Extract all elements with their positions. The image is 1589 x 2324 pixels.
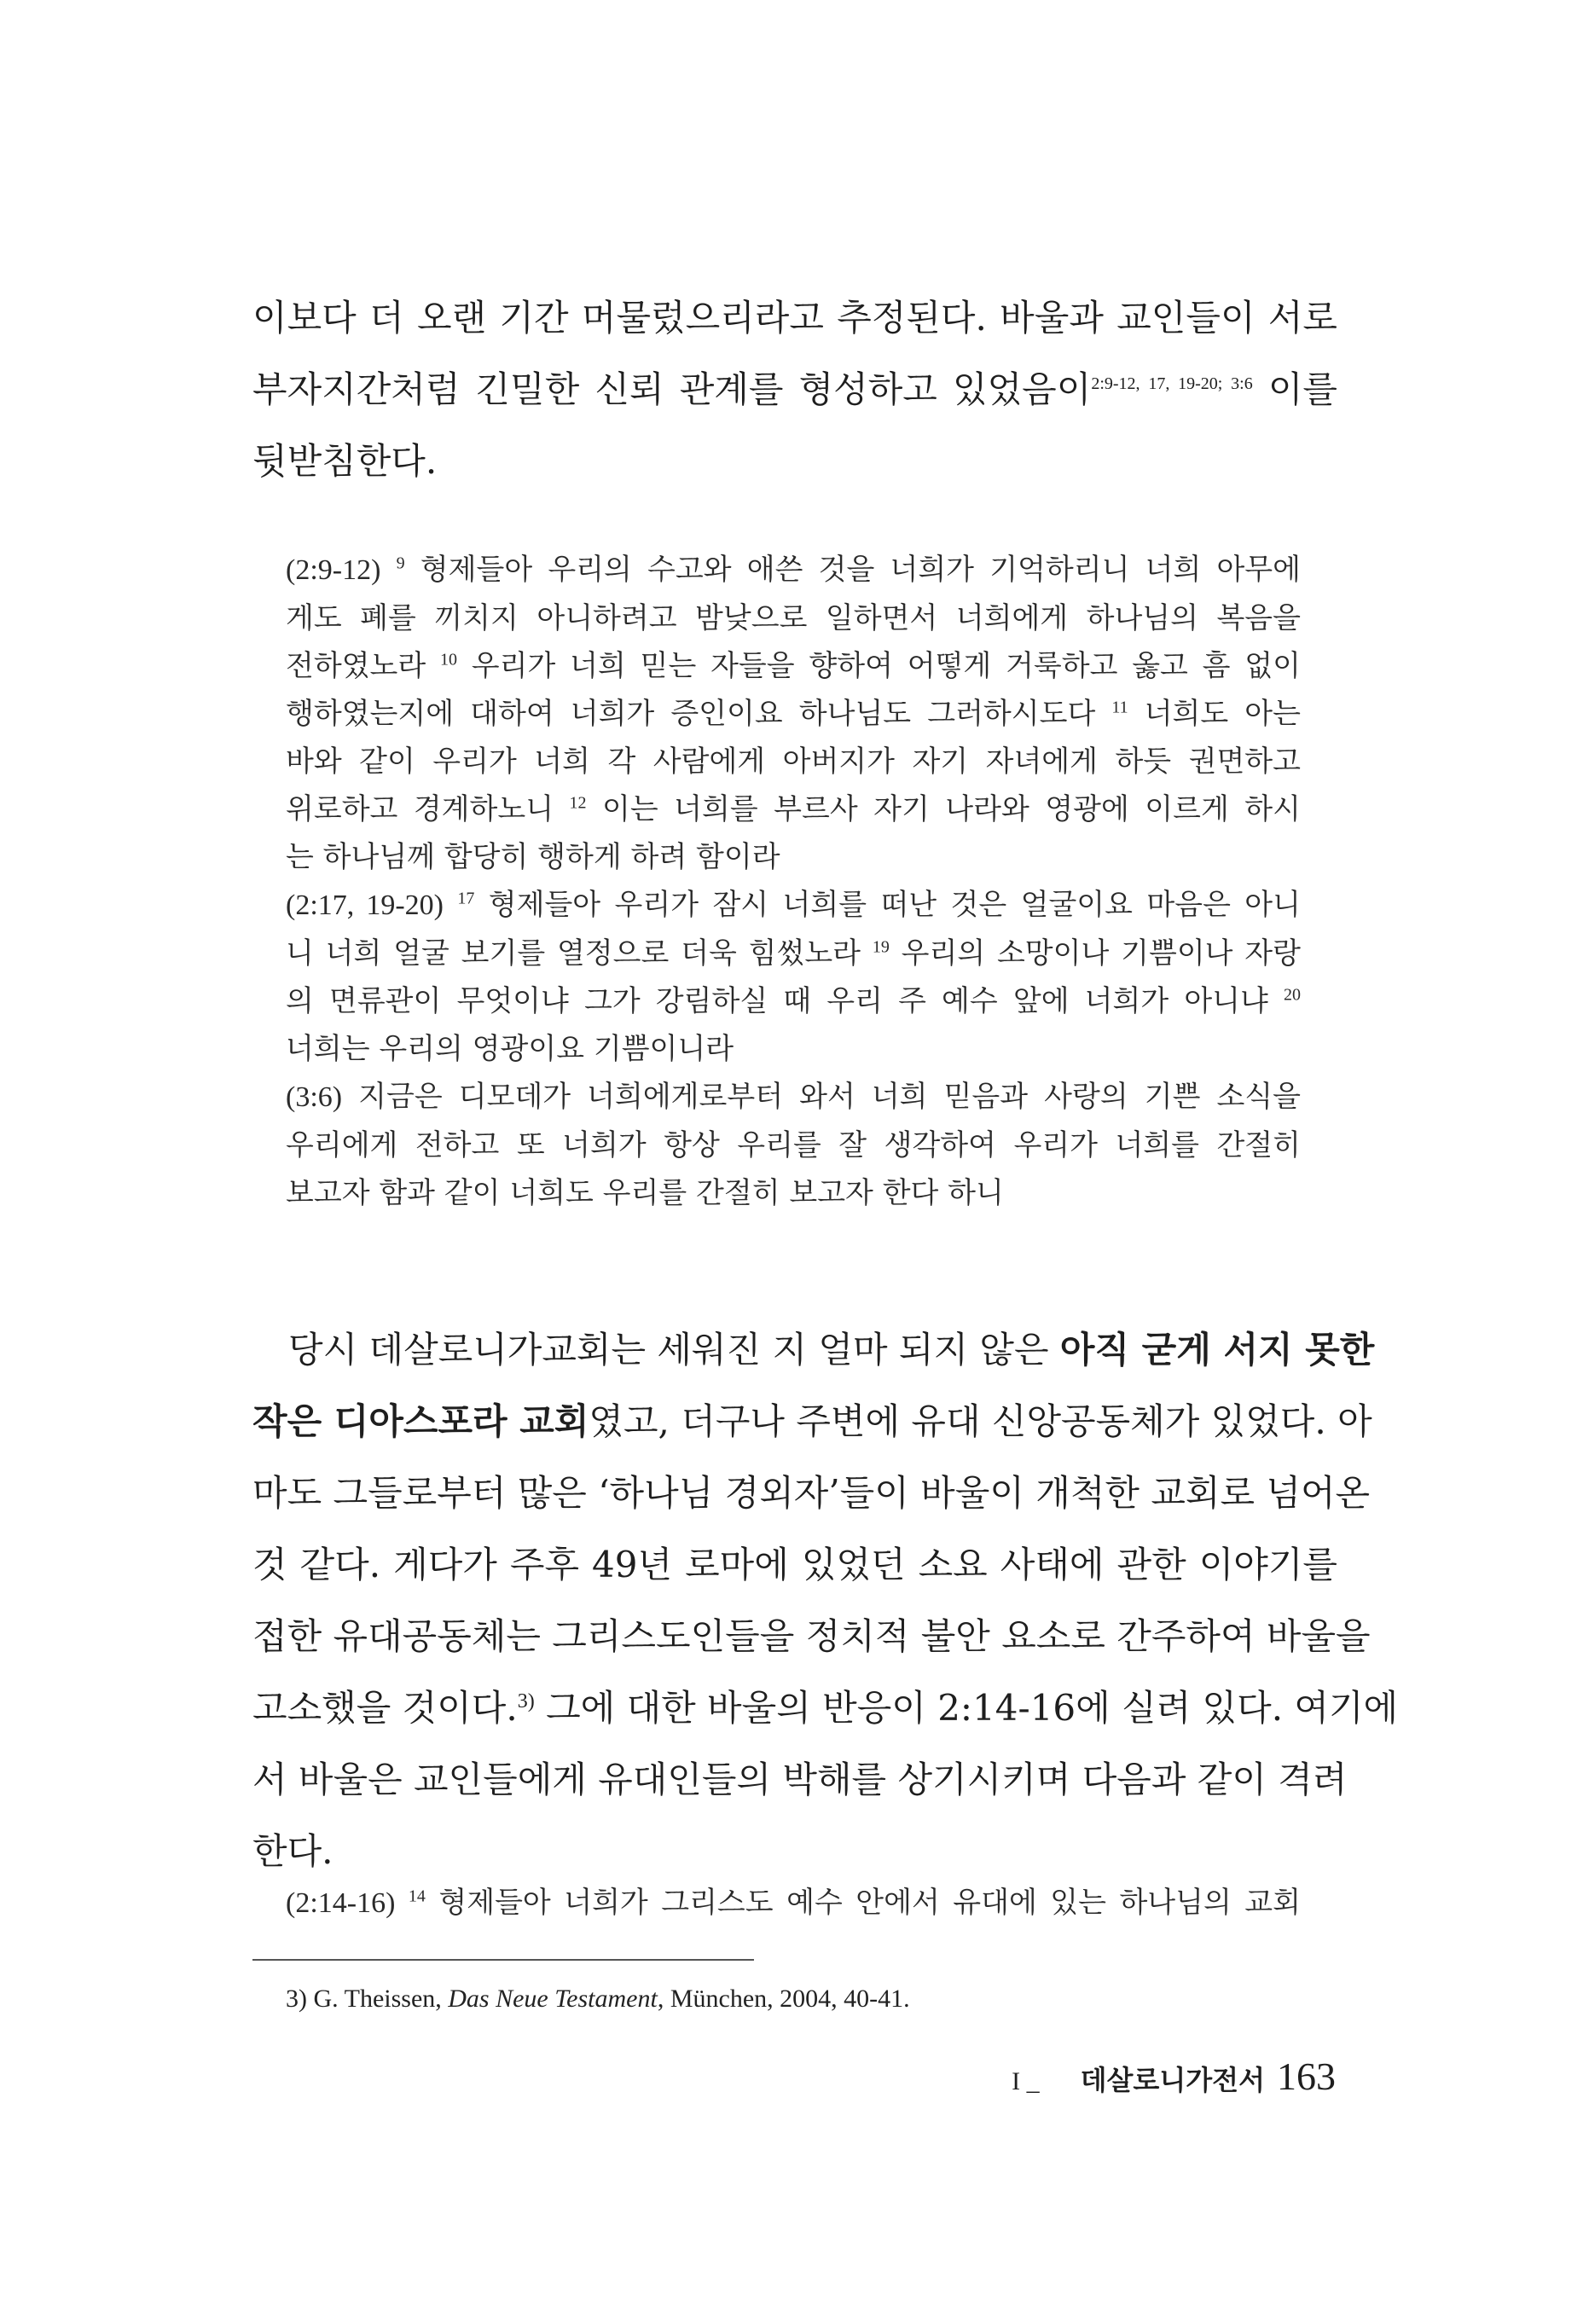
text-line: 마도 그들로부터 많은 ‘하나님 경외자’들이 바울이 개척한 교회로 넘어온 [252, 1472, 1371, 1514]
footnote-book-title: Das Neue Testament [448, 1985, 658, 2013]
quote-text: 지금은 디모데가 너희에게로부터 와서 너희 믿음과 사랑의 기쁜 소식을 [342, 1080, 1301, 1114]
bold-phrase: 아직 굳게 서지 못한 [1059, 1329, 1375, 1371]
quote-text: 우리의 소망이나 기쁨이나 자랑 [889, 936, 1301, 971]
verse-number: 9 [396, 553, 405, 573]
text-run: 부자지간처럼 긴밀한 신뢰 관계를 형성하고 있었음이 [252, 368, 1092, 410]
scripture-reference-superscript: 2:9-12, 17, 19-20; 3:6 [1091, 374, 1253, 393]
text-line [252, 354, 1337, 426]
text-line: 뒷받침한다. [252, 440, 438, 482]
quote-text: 위로하고 경계하노니 [286, 792, 570, 826]
quote-text: 형제들아 우리의 수고와 애쓴 것을 너희가 기억하리니 너희 아무에 [404, 553, 1301, 587]
quote-line [286, 546, 1301, 594]
verse-number: 10 [440, 650, 458, 669]
text-line: 한다. [252, 1830, 333, 1872]
text-line [252, 1386, 1372, 1458]
verse-number: 14 [408, 1886, 426, 1906]
quote-text: 의 면류관이 무엇이냐 그가 강림하실 때 우리 주 예수 앞에 너희가 아니냐 [286, 984, 1284, 1018]
verse-number: 19 [872, 937, 890, 957]
quote-line [286, 881, 1301, 930]
scripture-reference: (2:9-12) [286, 554, 381, 586]
verse-number: 11 [1111, 698, 1128, 717]
book-title: 데살로니가전서 [1080, 2064, 1265, 2096]
text-run: 이를 [1252, 368, 1338, 410]
text-line: 것 같다. 게다가 주후 49년 로마에 있었던 소요 사태에 관한 이야기를 [252, 1544, 1337, 1585]
quote-text: 행하였는지에 대하여 너희가 증인이요 하나님도 그러하시도다 [286, 697, 1112, 731]
section-marker: I _ [1012, 2067, 1040, 2095]
footnote-author: G. Theissen, [307, 1985, 449, 2013]
quote-text: 형제들아 우리가 잠시 너희를 떠난 것은 얼굴이요 마음은 아니 [474, 888, 1301, 922]
quote-line: 게도 폐를 끼치지 아니하려고 밤낮으로 일하면서 너희에게 하나님의 복음을 [286, 601, 1301, 635]
quote-line [286, 690, 1301, 738]
text-run: 고소했을 것이다. [252, 1687, 518, 1729]
text-line [252, 1672, 1399, 1744]
scripture-quote-block [286, 1879, 1301, 1927]
quote-line: 바와 같이 우리가 너희 각 사람에게 아버지가 자기 자녀에게 하듯 권면하고 [286, 745, 1301, 779]
quote-text: 형제들아 너희가 그리스도 예수 안에서 유대에 있는 하나님의 교회 [425, 1886, 1301, 1920]
quote-line [286, 1073, 1301, 1121]
quote-line [286, 1879, 1301, 1927]
page-number: 163 [1277, 2055, 1336, 2098]
scripture-quote-block [286, 546, 1301, 1217]
text-line: 접한 유대공동체는 그리스도인들을 정치적 불안 요소로 간주하여 바울을 [252, 1615, 1371, 1657]
text-run: 그에 대한 바울의 반응이 2:14-16에 실려 있다. 여기에 [534, 1687, 1399, 1729]
text-line: 서 바울은 교인들에게 유대인들의 박해를 상기시키며 다음과 같이 격려 [252, 1759, 1348, 1800]
text-line [252, 1314, 1375, 1386]
quote-text: 우리가 너희 믿는 자들을 향하여 어떻게 거룩하고 옳고 흠 없이 [457, 649, 1301, 683]
scripture-reference: (2:17, 19-20) [286, 890, 444, 921]
quote-text: 이는 너희를 부르사 자기 나라와 영광에 이르게 하시 [586, 792, 1301, 826]
footnote-details: , München, 2004, 40-41. [657, 1985, 910, 2013]
running-footer [1012, 2054, 1336, 2099]
quote-text: 니 너희 얼굴 보기를 열정으로 더욱 힘썼노라 [286, 936, 873, 971]
text-run: 였고, 더구나 주변에 유대 신앙공동체가 있었다. 아 [589, 1400, 1372, 1442]
scripture-reference: (2:14-16) [286, 1887, 396, 1919]
text-run: 당시 데살로니가교회는 세워진 지 얼마 되지 않은 [288, 1329, 1060, 1371]
quote-line: 너희는 우리의 영광이요 기쁨이니라 [286, 1032, 734, 1066]
verse-number: 17 [457, 889, 475, 908]
quote-line: 는 하나님께 합당히 행하게 하려 함이라 [286, 840, 780, 874]
quote-line [286, 785, 1301, 833]
quote-line [286, 977, 1301, 1025]
bold-phrase: 작은 디아스포라 교회 [252, 1400, 589, 1442]
verse-number: 20 [1284, 985, 1301, 1005]
quote-line [286, 930, 1301, 977]
footnote-number: 3) [286, 1985, 307, 2013]
verse-number: 12 [569, 793, 587, 813]
body-paragraph-1 [252, 282, 1337, 497]
quote-line: 보고자 함과 같이 너희도 우리를 간절히 보고자 한다 하니 [286, 1176, 1004, 1210]
quote-text: 전하였노라 [286, 649, 441, 683]
footnote-divider [252, 1959, 754, 1961]
quote-line: 우리에게 전하고 또 너희가 항상 우리를 잘 생각하여 우리가 너희를 간절히 [286, 1128, 1301, 1162]
quote-line [286, 642, 1301, 690]
footnote [286, 1980, 910, 2018]
footnote-reference[interactable]: 3) [517, 1690, 535, 1713]
scripture-reference: (3:6) [286, 1081, 343, 1113]
text-line: 이보다 더 오랜 기간 머물렀으리라고 추정된다. 바울과 교인들이 서로 [252, 297, 1337, 339]
body-paragraph-2 [252, 1314, 1399, 1887]
quote-text: 너희도 아는 [1128, 697, 1301, 731]
